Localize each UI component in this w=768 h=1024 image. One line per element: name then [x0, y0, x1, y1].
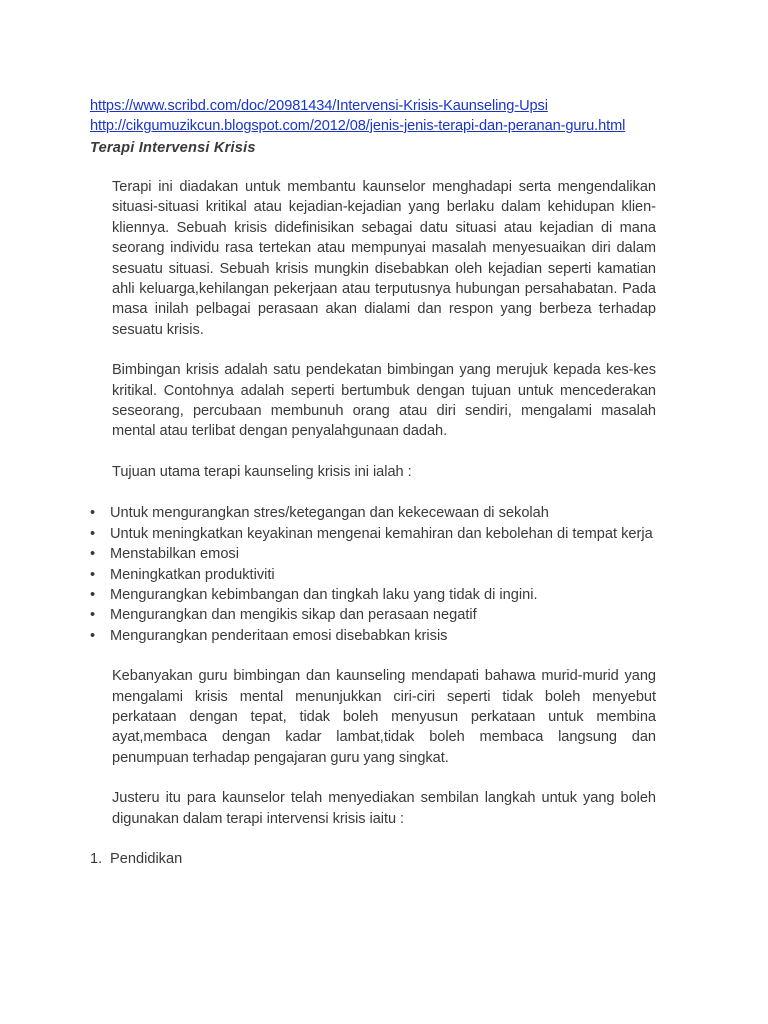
list-item: [90, 524, 656, 544]
paragraph-intro: Terapi ini diadakan untuk membantu kaunselor menghadapi serta mengendalikan situasi-situasi kritikal atau kejadian-kejadian yang berlaku dalam kehidupan klien-kliennya. Sebuah krisis didefinisikan sebagai datu situasi atau kejadian di mana seorang individu rasa tertekan atau mempunyai masalah menyesuaikan diri dalam sesuatu situasi. Sebuah krisis mungkin disebabkan oleh kejadian seperti kamatian ahli keluarga,kehilangan pekerjaan atau terputusnya hubungan persahabatan. Pada masa inilah pelbagai perasaan akan dialami dan respon yang berbeza terhadap sesuatu krisis.: [112, 179, 656, 338]
step-number: 1.: [90, 850, 103, 867]
list-item-text: Untuk meningkatkan keyakinan mengenai kemahiran dan kebolehan di tempat kerja: [110, 525, 653, 542]
list-item: [90, 565, 656, 585]
list-item-text: Mengurangkan kebimbangan dan tingkah laku yang tidak di ingini.: [110, 586, 538, 603]
list-item: [90, 585, 656, 605]
list-item: [90, 544, 656, 564]
bullet-marker: •: [90, 566, 96, 583]
list-item-text: Mengurangkan dan mengikis sikap dan perasaan negatif: [110, 607, 477, 624]
bullet-marker: •: [90, 505, 96, 522]
list-item: [90, 605, 656, 625]
bullet-marker: •: [90, 627, 96, 644]
list-item-text: Menstabilkan emosi: [110, 546, 239, 563]
list-item: [90, 503, 656, 523]
source-link-scribd[interactable]: https://www.scribd.com/doc/20981434/Intervensi-Krisis-Kaunseling-Upsi: [90, 98, 548, 114]
step-text: Pendidikan: [110, 850, 183, 867]
bullet-marker: •: [90, 586, 96, 603]
paragraph-ciri-ciri: Kebanyakan guru bimbingan dan kaunseling mendapati bahawa murid-murid yang mengalami krisis mental menunjukkan ciri-ciri seperti tidak boleh menyebut perkataan dengan tepat, tidak boleh menyusun perkataan untuk membina ayat,membaca dengan kadar lambat,tidak boleh membaca langsung dan penumpuan terhadap pengajaran guru yang singkat.: [112, 668, 656, 766]
paragraph-sembilan-langkah: Justeru itu para kaunselor telah menyediakan sembilan langkah untuk yang boleh digunakan dalam terapi intervensi krisis iaitu :: [112, 790, 656, 827]
bullet-marker: •: [90, 546, 96, 563]
list-item-text: Untuk mengurangkan stres/ketegangan dan kekecewaan di sekolah: [110, 505, 549, 522]
paragraph-bimbingan-krisis: Bimbingan krisis adalah satu pendekatan bimbingan yang merujuk kepada kes-kes kritikal. Contohnya adalah seperti bertumbuk dengan tujuan untuk mencederakan seseorang, percubaan membunuh orang atau diri sendiri, mengalami masalah mental atau terlibat dengan penyalahgunaan dadah.: [112, 362, 656, 440]
paragraph-tujuan: Tujuan utama terapi kaunseling krisis ini ialah :: [112, 463, 412, 480]
objectives-list: [90, 503, 656, 646]
list-item-text: Meningkatkan produktiviti: [110, 566, 275, 583]
source-link-blogspot[interactable]: http://cikgumuzikcun.blogspot.com/2012/08/jenis-jenis-terapi-dan-peranan-guru.html: [90, 118, 626, 134]
document-page: [90, 96, 656, 869]
list-item: [90, 626, 656, 646]
bullet-marker: •: [90, 607, 96, 624]
numbered-step: [90, 849, 656, 869]
section-heading: Terapi Intervensi Krisis: [90, 140, 256, 156]
bullet-marker: •: [90, 525, 96, 542]
list-item-text: Mengurangkan penderitaan emosi disebabkan krisis: [110, 627, 448, 644]
